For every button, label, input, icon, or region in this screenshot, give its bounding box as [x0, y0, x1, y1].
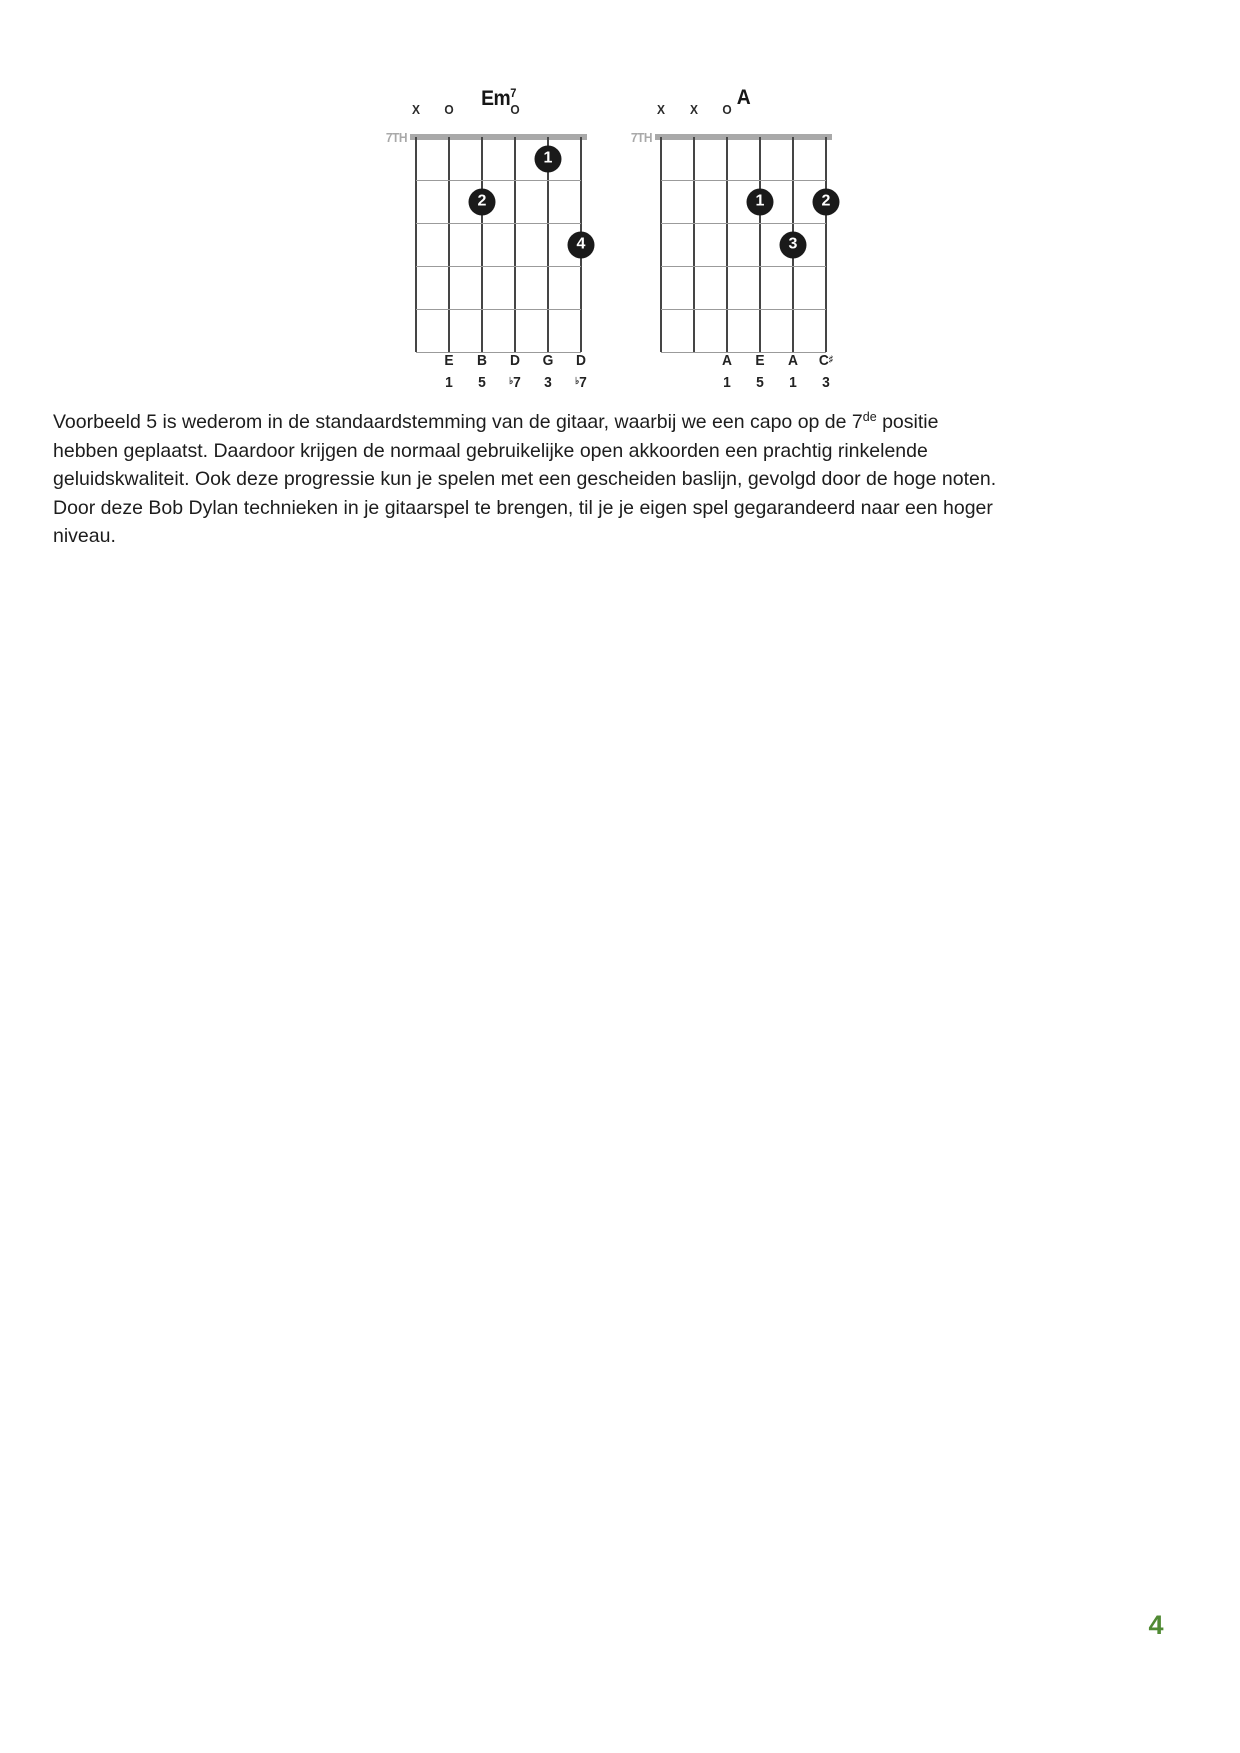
note-name-label: E [444, 352, 454, 369]
interval-label: 1 [723, 374, 731, 391]
note-name-label: C♯ [818, 352, 834, 369]
paragraph-text: positie [876, 411, 939, 433]
interval-label: ♭7 [509, 374, 521, 391]
fret-position-label: 7TH [385, 130, 407, 145]
finger-dot: 2 [813, 188, 840, 215]
paragraph-line [53, 403, 996, 437]
chord-diagram-a [630, 86, 834, 398]
note-name-label: E [755, 352, 765, 369]
muted-string-marker: X [657, 102, 665, 117]
interval-label: 1 [445, 374, 453, 391]
chord-title: Em$^7$ [481, 86, 516, 110]
string-line [726, 137, 728, 352]
fret-line [661, 352, 826, 353]
paragraph-text: Voorbeeld 5 is wederom in de standaardstemming van de gitaar, waarbij we een capo op de 7 [53, 411, 863, 433]
note-name-label: G [542, 352, 554, 369]
fret-line [661, 266, 826, 267]
accidental-flat: ♭ [509, 376, 514, 386]
superscript-text: de [862, 410, 877, 424]
finger-dot: 3 [780, 231, 807, 258]
string-line [448, 137, 450, 352]
open-string-marker: O [510, 102, 520, 117]
string-line [759, 137, 761, 352]
note-name-label: D [576, 352, 586, 369]
string-line [514, 137, 516, 352]
fretboard-grid [416, 137, 586, 352]
note-name-label: B [477, 352, 487, 369]
string-line [660, 137, 662, 352]
muted-string-marker: X [690, 102, 698, 117]
fret-position-label: 7TH [630, 130, 652, 145]
open-string-marker: O [722, 102, 732, 117]
paragraph-line: hebben geplaatst. Daardoor krijgen de normaal gebruikelijke open akkoorden een prachtig rinkelende [53, 439, 928, 462]
interval-label: ♭7 [575, 374, 587, 391]
paragraph-line: Door deze Bob Dylan technieken in je gitaarspel te brengen, til je je eigen spel gegarandeerd naar een hoger [53, 496, 993, 519]
finger-dot: 1 [747, 188, 774, 215]
interval-label: 5 [756, 374, 764, 391]
note-name-label: A [788, 352, 798, 369]
open-string-marker: O [444, 102, 454, 117]
string-line [693, 137, 695, 352]
string-line [415, 137, 417, 352]
accidental-sharp: ♯ [828, 354, 834, 364]
fret-line [416, 266, 581, 267]
fret-line [416, 309, 581, 310]
accidental-flat: ♭ [575, 376, 580, 386]
paragraph-line: geluidskwaliteit. Ook deze progressie kun je spelen met een gescheiden baslijn, gevolgd door de hoge noten. [53, 468, 997, 491]
paragraph-line: niveau. [53, 525, 116, 548]
chord-diagram-em7 [385, 86, 587, 398]
finger-dot: 4 [568, 231, 595, 258]
string-line [825, 137, 827, 352]
note-name-label: D [510, 352, 520, 369]
fret-line [661, 309, 826, 310]
fret-line [661, 223, 826, 224]
interval-label: 3 [822, 374, 830, 391]
note-name-label: A [722, 352, 732, 369]
page-number: 4 [1148, 1610, 1164, 1640]
chord-title: A [736, 86, 751, 109]
finger-dot: 1 [535, 145, 562, 172]
body-paragraph [53, 403, 996, 551]
fret-line [416, 180, 581, 181]
fret-line [416, 352, 581, 353]
fret-line [416, 223, 581, 224]
chord-title-superscript: 7 [510, 86, 516, 100]
interval-label: 1 [789, 374, 797, 391]
muted-string-marker: X [412, 102, 420, 117]
string-line [481, 137, 483, 352]
interval-label: 5 [478, 374, 486, 391]
finger-dot: 2 [469, 188, 496, 215]
interval-label: 3 [544, 374, 552, 391]
fret-line [661, 180, 826, 181]
fretboard-grid [661, 137, 831, 352]
